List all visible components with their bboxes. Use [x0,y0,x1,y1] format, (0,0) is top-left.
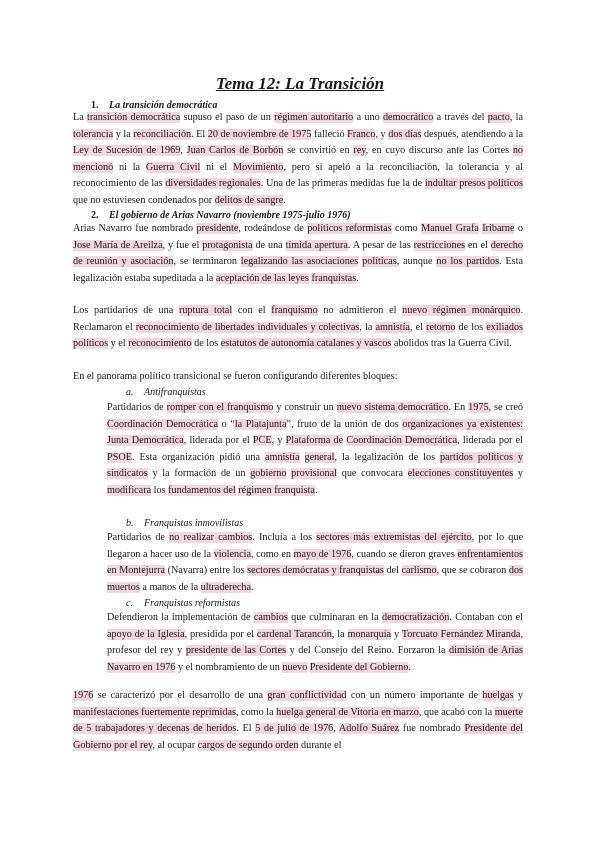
highlight-mark: amnistía [265,451,300,463]
highlight-mark: 1976 [73,690,94,701]
highlight-mark: franquismo [271,305,318,316]
bloc-name: Franquistas reformistas [144,598,241,609]
highlight-mark: muerte de 5 trabajadores y decenas de heridos [73,706,523,734]
highlight-mark: Iribarne [482,223,515,234]
highlight-mark: monarquía [347,628,392,640]
paragraph-1976: 1976 se caracterizó por el desarrollo de una gran conflictividad con un número importante de huelgas y manifestaciones fuertemente reprimidas, como la huelga general de Vitoria en marzo, que acabó con la muerte de 5 trabajadores y decenas de heridos. El 5 de julio de 1976, Adolfo Suárez fue nombrado Presidente del Gobierno por el rey, al ocupar cargos de segundo orden durante el [73,690,524,751]
highlight-mark: Coordinación Democrática [346,435,458,446]
section-heading-2 [91,210,351,221]
highlight-mark: PSOE [107,451,132,463]
highlight-mark: régimen franquista [238,484,315,496]
highlight-mark: restricciones [413,239,466,251]
bloc-heading-c [126,598,240,609]
highlight-mark: Ley de Sucesión de 1969 [73,145,181,156]
highlight-mark: Jose María de Areilza [73,239,163,251]
highlight-mark: cardenal Tarancón [256,628,332,640]
highlight-mark: dimisión de Arias Navarro en 1976 [107,645,523,673]
highlight-mark: Adolfo Suárez [338,723,400,734]
highlight-mark: no mencionó [73,145,524,173]
highlight-mark: estatutos de autonomía catalanes y vascos [220,338,392,349]
highlight-mark: modificara [107,484,152,496]
highlight-mark: nuevo [282,661,308,673]
highlight-mark: organizaciones ya existentes: Junta Democrática [107,418,524,446]
highlight-mark: reconocimiento [128,338,192,349]
highlight-mark: Torcuato Fernández Miranda [401,628,521,640]
highlight-mark: derecho de reunión y asociación [73,239,523,267]
paragraph-arias-navarro: Arias Navarro fue nombrado presidente, rodeándose de políticos reformistas como Manuel Grafa Iribarne o Jose María de Areilza, y fue el protagonista de una tímida apertura. A pesar de las restricciones en el derecho de reunión y asociación, se terminaron legalizando las asociaciones políticas, aunque no los partidos. Esta legalización estaba supeditada a la aceptación de las leyes franquistas. [73,223,524,284]
highlight-mark: Manuel Grafa [421,223,479,234]
paragraph-inmovilistas: Partidarios de no realizar cambios. Incluía a los sectores más extremistas del ejército, por lo que llegaron a hacer uso de la violencia, como en mayo de 1976, cuando se dieron graves enfrentamientos en Montejurra (Navarra) entre los sectores demócratas y franquistas del carlismo, que se cobraron dos muertos a manos de la ultraderecha. [107,532,524,593]
highlight-mark: partidos políticos y sindicatos [107,451,523,479]
highlight-mark: sectores demócratas y franquistas [247,565,384,576]
paragraph-antifranquistas: Partidarios de romper con el franquismo y construir un nuevo sistema democrático. En 1975, se creó Coordinación Democrática o “la Platajunta”, fruto de la unión de dos organizaciones ya existentes: Junta Democrática, liderada por el PCE, y Plataforma de Coordinación Democrática, liderada por el PSOE. Esta organización pidió una amnistía general, la legalización de los partidos políticos y sindicatos y la formación de un gobierno provisional que convocara elecciones constituyentes y modificara los fundamentos del régimen franquista. [107,402,524,496]
highlight-mark: exiliados políticos [73,321,524,349]
bloc-name: Franquistas inmovilistas [144,518,244,529]
highlight-mark: cambios [253,612,288,623]
section-title: El gobierno de Arias Navarro (noviembre 1975-julio 1976) [109,210,351,221]
highlight-mark: gobierno [250,468,287,479]
highlight-mark: presidente de las Cortes [185,645,286,656]
highlight-mark: 20 de noviembre de 1975 [207,128,312,140]
highlight-mark: apoyo de la Iglesia [107,628,185,640]
highlight-mark: legalizando las asociaciones [240,256,359,267]
highlight-mark: políticas [362,256,397,267]
highlight-mark: rey [353,145,366,156]
section-number: 2. [91,210,99,221]
highlight-mark: democratización [382,612,450,623]
highlight-mark: Coordinación Democrática [107,418,219,430]
highlight-mark: Presidente del Gobierno por el rey [73,723,523,751]
highlight-mark: enfrentamientos en Montejurra [107,548,524,576]
highlight-mark: tolerancia [73,128,114,140]
highlight-mark: democrático [382,112,434,123]
highlight-mark: provisional [291,468,337,479]
highlight-mark: no realizar cambios [169,532,253,543]
highlight-mark: no los partidos [436,256,500,267]
highlight-mark: políticos reformistas [307,223,392,234]
highlight-mark: Presidente del Gobierno [309,661,409,673]
highlight-mark: gran conflictividad [267,690,347,701]
paragraph-ruptura: Los partidarios de una ruptura total con el franquismo no admitieron el nuevo régimen monárquico. Reclamaron el reconocimiento de libertades individuales y colectivas, la amnistía, el retorno de los exiliados políticos y el reconocimiento de los estatutos de autonomía catalanes y vascos abolidos tras la Guerra Civil. [73,305,524,349]
highlight-mark: retorno [426,321,456,333]
highlight-mark: régimen autoritario [274,112,354,123]
paragraph-reformistas: Defendieron la implementación de cambios que culminaran en la democratización. Contaban con el apoyo de la Iglesia, presidida por el cardenal Tarancón, la monarquía y Torcuato Fernández Miranda, profesor del rey y presidente de las Cortes y del Consejo del Reino. Forzaron la dimisión de Arias Navarro en 1976 y el nombramiento de un nuevo Presidente del Gobierno. [107,612,523,673]
highlight-mark: pacto [487,112,510,123]
highlight-mark: la Platajunta [234,418,287,430]
bloc-letter: a. [126,387,134,398]
highlight-mark: ultraderecha [200,581,251,593]
highlight-mark: aceptación de las leyes [215,272,309,284]
bloc-letter: b. [126,518,134,529]
highlight-mark: Juan Carlos de Borbón [186,145,284,156]
highlight-mark: Franco [347,128,376,140]
highlight-mark: manifestaciones fuertemente reprimidas [73,706,236,718]
bloc-letter: c. [126,598,133,609]
highlight-mark: 5 de julio de 1976 [255,723,334,734]
highlight-mark: diversidades regionales [165,178,261,189]
highlight-mark: huelgas [482,690,514,701]
highlight-mark: ruptura total [178,305,233,316]
highlight-mark: fundamentos del [168,484,236,496]
highlight-mark: Movimiento [233,161,284,173]
highlight-mark: PCE [252,435,272,446]
highlight-mark: dos muertos [107,565,523,593]
bloc-heading-a [126,387,206,398]
highlight-mark: dos días [388,128,422,140]
highlight-mark: reconciliación [133,128,192,140]
paragraph-bloques: En el panorama político transicional se fueron configurando diferentes bloques: [73,371,398,382]
bloc-heading-b [126,518,243,529]
highlight-mark: franquistas [311,272,357,284]
highlight-mark: romper con el franquismo [166,402,274,413]
highlight-mark: elecciones constituyentes [407,468,514,479]
highlight-mark: nuevo régimen monárquico [402,305,521,316]
highlight-mark: sectores más extremistas del ejército [316,532,472,543]
section-title: La transición democrática [109,100,218,111]
highlight-mark: violencia [213,548,251,560]
bloc-name: Antifranquistas [144,387,206,398]
highlight-mark: amnistía [375,321,410,333]
highlight-mark: transición democrática [87,112,181,123]
highlight-mark: general [304,451,335,463]
highlight-mark: 1975 [468,402,489,413]
highlight-mark: indultar presos políticos [424,178,523,189]
page-title: Tema 12: La Transición [215,74,385,93]
paragraph-transicion: La transición democrática supuso el paso de un régimen autoritario a uno democrático a través del pacto, la tolerancia y la reconciliación. El 20 de noviembre de 1975 falleció Franco, y dos días después, atendiendo a la Ley de Sucesión de 1969, Juan Carlos de Borbón se convirtió en rey, en cuyo discurso ante las Cortes no mencionó ni la Guerra Civil ni el Movimiento, pero sí apeló a la reconciliación, la tolerancia y al reconocimiento de las diversidades regionales. Una de las primeras medidas fue la de indultar presos políticos que no estuviesen condenados por delitos de sangre. [73,112,524,206]
highlight-mark: protagonista [202,239,253,251]
highlight-mark: tímida apertura [285,239,348,251]
section-number: 1. [91,100,99,111]
highlight-mark: Plataforma de [285,435,344,446]
highlight-mark: nuevo sistema democrático [336,402,449,413]
highlight-mark: cargos de segundo orden [197,739,299,751]
highlight-mark: presidente [196,223,239,234]
highlight-mark: Guerra Civil [145,161,201,173]
highlight-mark: reconocimiento de libertades individuales y colectivas [135,321,360,333]
highlight-mark: carlismo [401,565,437,576]
highlight-mark: delitos de sangre [214,194,284,206]
highlight-mark: huelga general de Vitoria en marzo [276,706,419,718]
highlight-mark: mayo de 1976 [293,548,352,560]
